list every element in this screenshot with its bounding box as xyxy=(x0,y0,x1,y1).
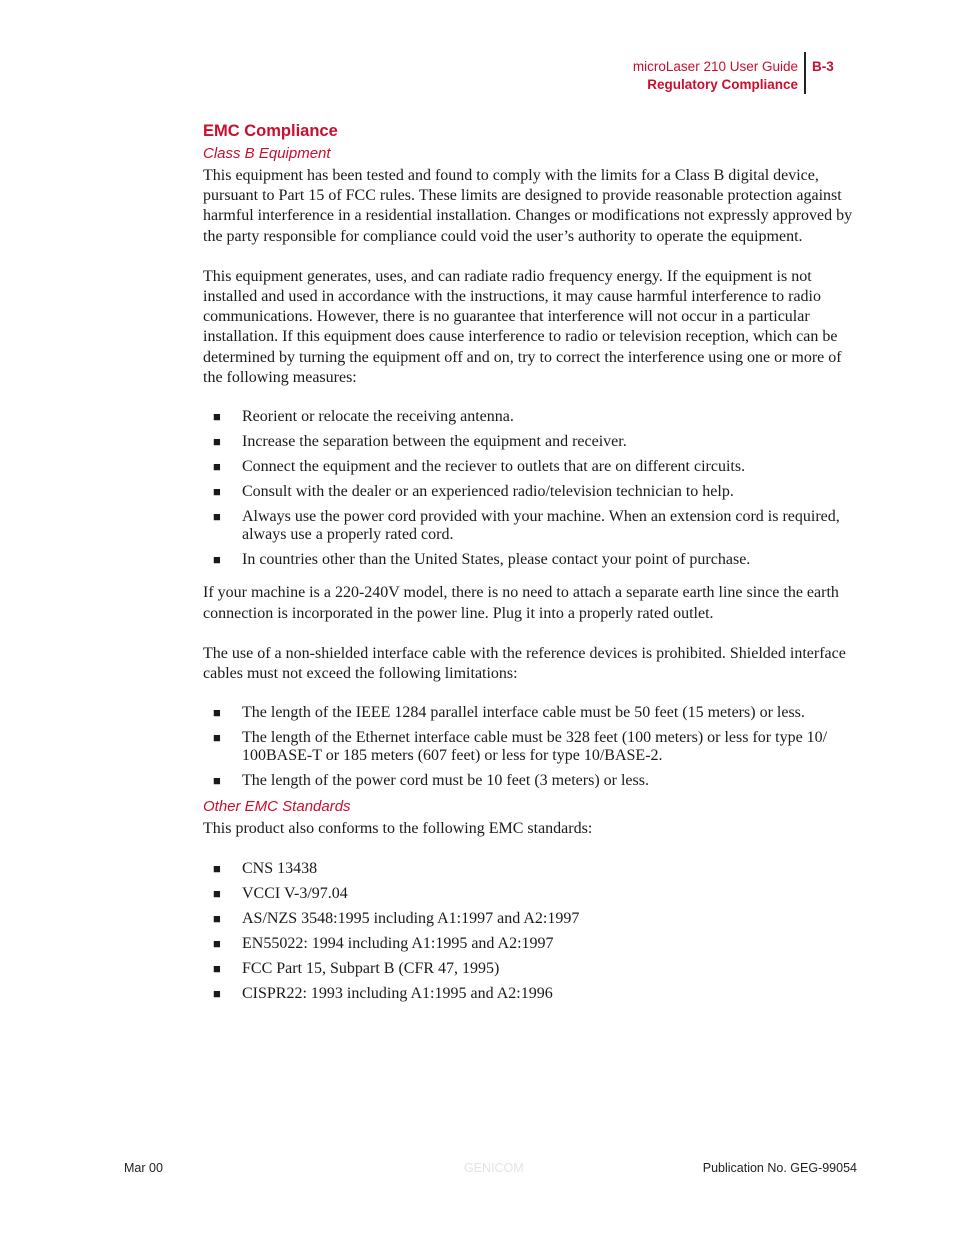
footer-watermark: GENICOM xyxy=(464,1161,524,1175)
list-item xyxy=(203,704,858,722)
bullet-icon: ■ xyxy=(213,960,221,976)
list-item xyxy=(203,729,858,765)
footer-publication: Publication No. GEG-99054 xyxy=(702,1161,857,1175)
list-item-text: The length of the IEEE 1284 parallel interface cable must be 50 feet (15 meters) or less. xyxy=(242,704,805,722)
list-item-text: CISPR22: 1993 including A1:1995 and A2:1996 xyxy=(242,984,553,1002)
list-item xyxy=(203,433,858,451)
list-item xyxy=(203,960,858,978)
bullet-icon: ■ xyxy=(213,434,221,450)
list-item xyxy=(203,408,858,426)
bullet-icon: ■ xyxy=(213,860,221,876)
bullet-icon: ■ xyxy=(213,552,221,568)
bullet-icon: ■ xyxy=(213,409,221,425)
list-item xyxy=(203,483,858,501)
paragraph-220v: If your machine is a 220-240V model, there is no need to attach a separate earth line since the earth connection is incorporated in the power line. Plug it into a properly rated outlet. xyxy=(203,584,839,622)
bullet-icon: ■ xyxy=(213,730,221,746)
list-item-text: Increase the separation between the equipment and receiver. xyxy=(242,433,627,451)
footer-date: Mar 00 xyxy=(124,1161,163,1175)
header-guide-title: microLaser 210 User Guide xyxy=(632,59,798,74)
bullet-icon: ■ xyxy=(213,484,221,500)
subsection-heading-class-b: Class B Equipment xyxy=(203,145,331,162)
list-item-text: EN55022: 1994 including A1:1995 and A2:1997 xyxy=(242,934,554,952)
paragraph-cable: The use of a non-shielded interface cable with the reference devices is prohibited. Shielded interface cables must not exceed the following limitations: xyxy=(203,644,846,683)
section-heading: EMC Compliance xyxy=(203,122,338,140)
list-item xyxy=(203,508,858,544)
bullet-icon: ■ xyxy=(213,985,221,1001)
list-item xyxy=(203,551,858,569)
list-item xyxy=(203,910,858,928)
header-section-title: Regulatory Compliance xyxy=(647,77,798,92)
paragraph-standards-intro: This product also conforms to the following EMC standards: xyxy=(203,820,593,838)
list-item xyxy=(203,860,858,878)
list-item-text: Consult with the dealer or an experienced radio/television technician to help. xyxy=(242,483,734,501)
bullet-icon: ■ xyxy=(213,773,221,789)
list-item-text: AS/NZS 3548:1995 including A1:1997 and A2:1997 xyxy=(242,909,580,927)
paragraph-compliance: This equipment has been tested and found to comply with the limits for a Class B digital device, pursuant to Part 15 of FCC rules. These limits are designed to provide reasonable protection against harmful interference in a residential installation. Changes or modifications not expressly approved by the party responsible for compliance could void the user’s authority to operate the equipment. xyxy=(203,167,853,245)
bullet-icon: ■ xyxy=(213,509,221,525)
list-item-text: FCC Part 15, Subpart B (CFR 47, 1995) xyxy=(242,959,500,977)
list-item xyxy=(203,935,858,953)
list-item-text: Connect the equipment and the reciever to outlets that are on different circuits. xyxy=(242,458,746,476)
bullet-icon: ■ xyxy=(213,935,221,951)
header-divider xyxy=(804,52,806,94)
main-content xyxy=(203,120,858,1010)
list-item-text: CNS 13438 xyxy=(242,859,318,877)
list-item-text: The length of the Ethernet interface cable must be 328 feet (100 meters) or less for type 10/ 100BASE-T or 185 meters (607 feet) or less for type 10/BASE-2. xyxy=(242,729,828,765)
list-item xyxy=(203,772,858,790)
bullet-icon: ■ xyxy=(213,705,221,721)
measures-list xyxy=(203,408,858,569)
list-item-text: In countries other than the United States, please contact your point of purchase. xyxy=(242,551,751,569)
limitations-list xyxy=(203,704,858,790)
list-item xyxy=(203,885,858,903)
list-item-text: The length of the power cord must be 10 feet (3 meters) or less. xyxy=(242,772,649,790)
list-item-text: VCCI V-3/97.04 xyxy=(242,884,348,902)
bullet-icon: ■ xyxy=(213,459,221,475)
standards-list xyxy=(203,860,858,1003)
bullet-icon: ■ xyxy=(213,885,221,901)
page-number: B-3 xyxy=(812,59,834,74)
bullet-icon: ■ xyxy=(213,910,221,926)
list-item xyxy=(203,458,858,476)
paragraph-interference: This equipment generates, uses, and can radiate radio frequency energy. If the equipment is not installed and used in accordance with the instructions, it may cause harmful interference to radio communications. However, there is no guarantee that interference will not occur in a particular installation. If this equipment does cause interference to radio or television reception, which can be determined by turning the equipment off and on, try to correct the interference using one or more of the following measures: xyxy=(203,267,842,386)
list-item-text: Reorient or relocate the receiving antenna. xyxy=(242,408,514,426)
list-item xyxy=(203,985,858,1003)
subsection-heading-other-emc: Other EMC Standards xyxy=(203,798,351,816)
list-item-text: Always use the power cord provided with your machine. When an extension cord is required, always use a properly rated cord. xyxy=(242,508,840,544)
